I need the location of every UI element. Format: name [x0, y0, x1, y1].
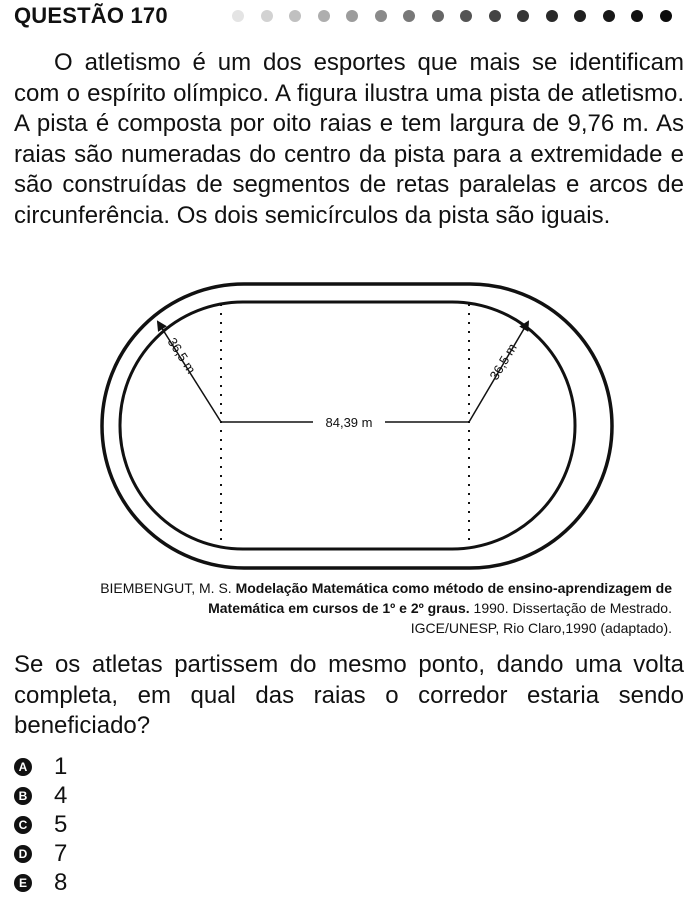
option-text: 8 [54, 869, 68, 896]
option-letter-badge: C [14, 816, 32, 834]
question-header [14, 2, 684, 30]
option-a[interactable] [14, 752, 67, 781]
straight-length-label: 84,39 m [325, 415, 373, 430]
track-figure [100, 282, 620, 572]
decorative-dot [546, 10, 558, 22]
decorative-dot [432, 10, 444, 22]
decorative-dot [660, 10, 672, 22]
decorative-dot [261, 10, 273, 22]
decorative-dot [346, 10, 358, 22]
source-institution: IGCE/UNESP, Rio Claro,1990 (adaptado). [410, 620, 672, 636]
option-letter-badge: D [14, 845, 32, 863]
option-letter-badge: A [14, 758, 32, 776]
right-radius-label: 36,5 m [486, 340, 520, 383]
option-e[interactable] [14, 868, 67, 897]
decorative-dot [375, 10, 387, 22]
source-title: Modelação Matemática como método de ensino-aprendizagem de Matemática em cursos de 1º e 2º graus. [208, 580, 672, 616]
decorative-dot-row [232, 10, 687, 24]
left-radius-label: 36,5 m [164, 334, 199, 377]
option-b[interactable] [14, 781, 67, 810]
decorative-dot [460, 10, 472, 22]
decorative-dot [289, 10, 301, 22]
decorative-dot [489, 10, 501, 22]
decorative-dot [603, 10, 615, 22]
decorative-dot [574, 10, 586, 22]
decorative-dot [232, 10, 244, 22]
option-text: 7 [54, 840, 68, 867]
answer-options [14, 752, 67, 897]
question-prompt: Se os atletas partissem do mesmo ponto, dando uma volta completa, em qual das raias o corredor estaria sendo beneficiado? [14, 651, 684, 739]
decorative-dot [517, 10, 529, 22]
athletics-track-diagram [100, 282, 620, 572]
decorative-dot [318, 10, 330, 22]
option-text: 4 [54, 782, 68, 809]
source-citation [60, 578, 672, 638]
decorative-dot [631, 10, 643, 22]
source-author: BIEMBENGUT, M. S. [100, 580, 236, 596]
question-stem: O atletismo é um dos esportes que mais se identificam com o espírito olímpico. A figura ilustra uma pista de atletismo. A pista é composta por oito raias e tem largura de 9,76 m. As raias são numeradas do centro da pista para a extremidade e são construídas de segmentos de retas paralelas e arcos de circunferência. Os dois semicírculos da pista são iguais. [14, 49, 684, 229]
question-number: QUESTÃO 170 [14, 3, 168, 28]
option-d[interactable] [14, 839, 67, 868]
option-text: 1 [54, 753, 68, 780]
option-letter-badge: E [14, 874, 32, 892]
option-letter-badge: B [14, 787, 32, 805]
source-details: 1990. Dissertação de Mestrado. [469, 600, 672, 616]
option-c[interactable] [14, 810, 67, 839]
decorative-dot [403, 10, 415, 22]
option-text: 5 [54, 811, 68, 838]
